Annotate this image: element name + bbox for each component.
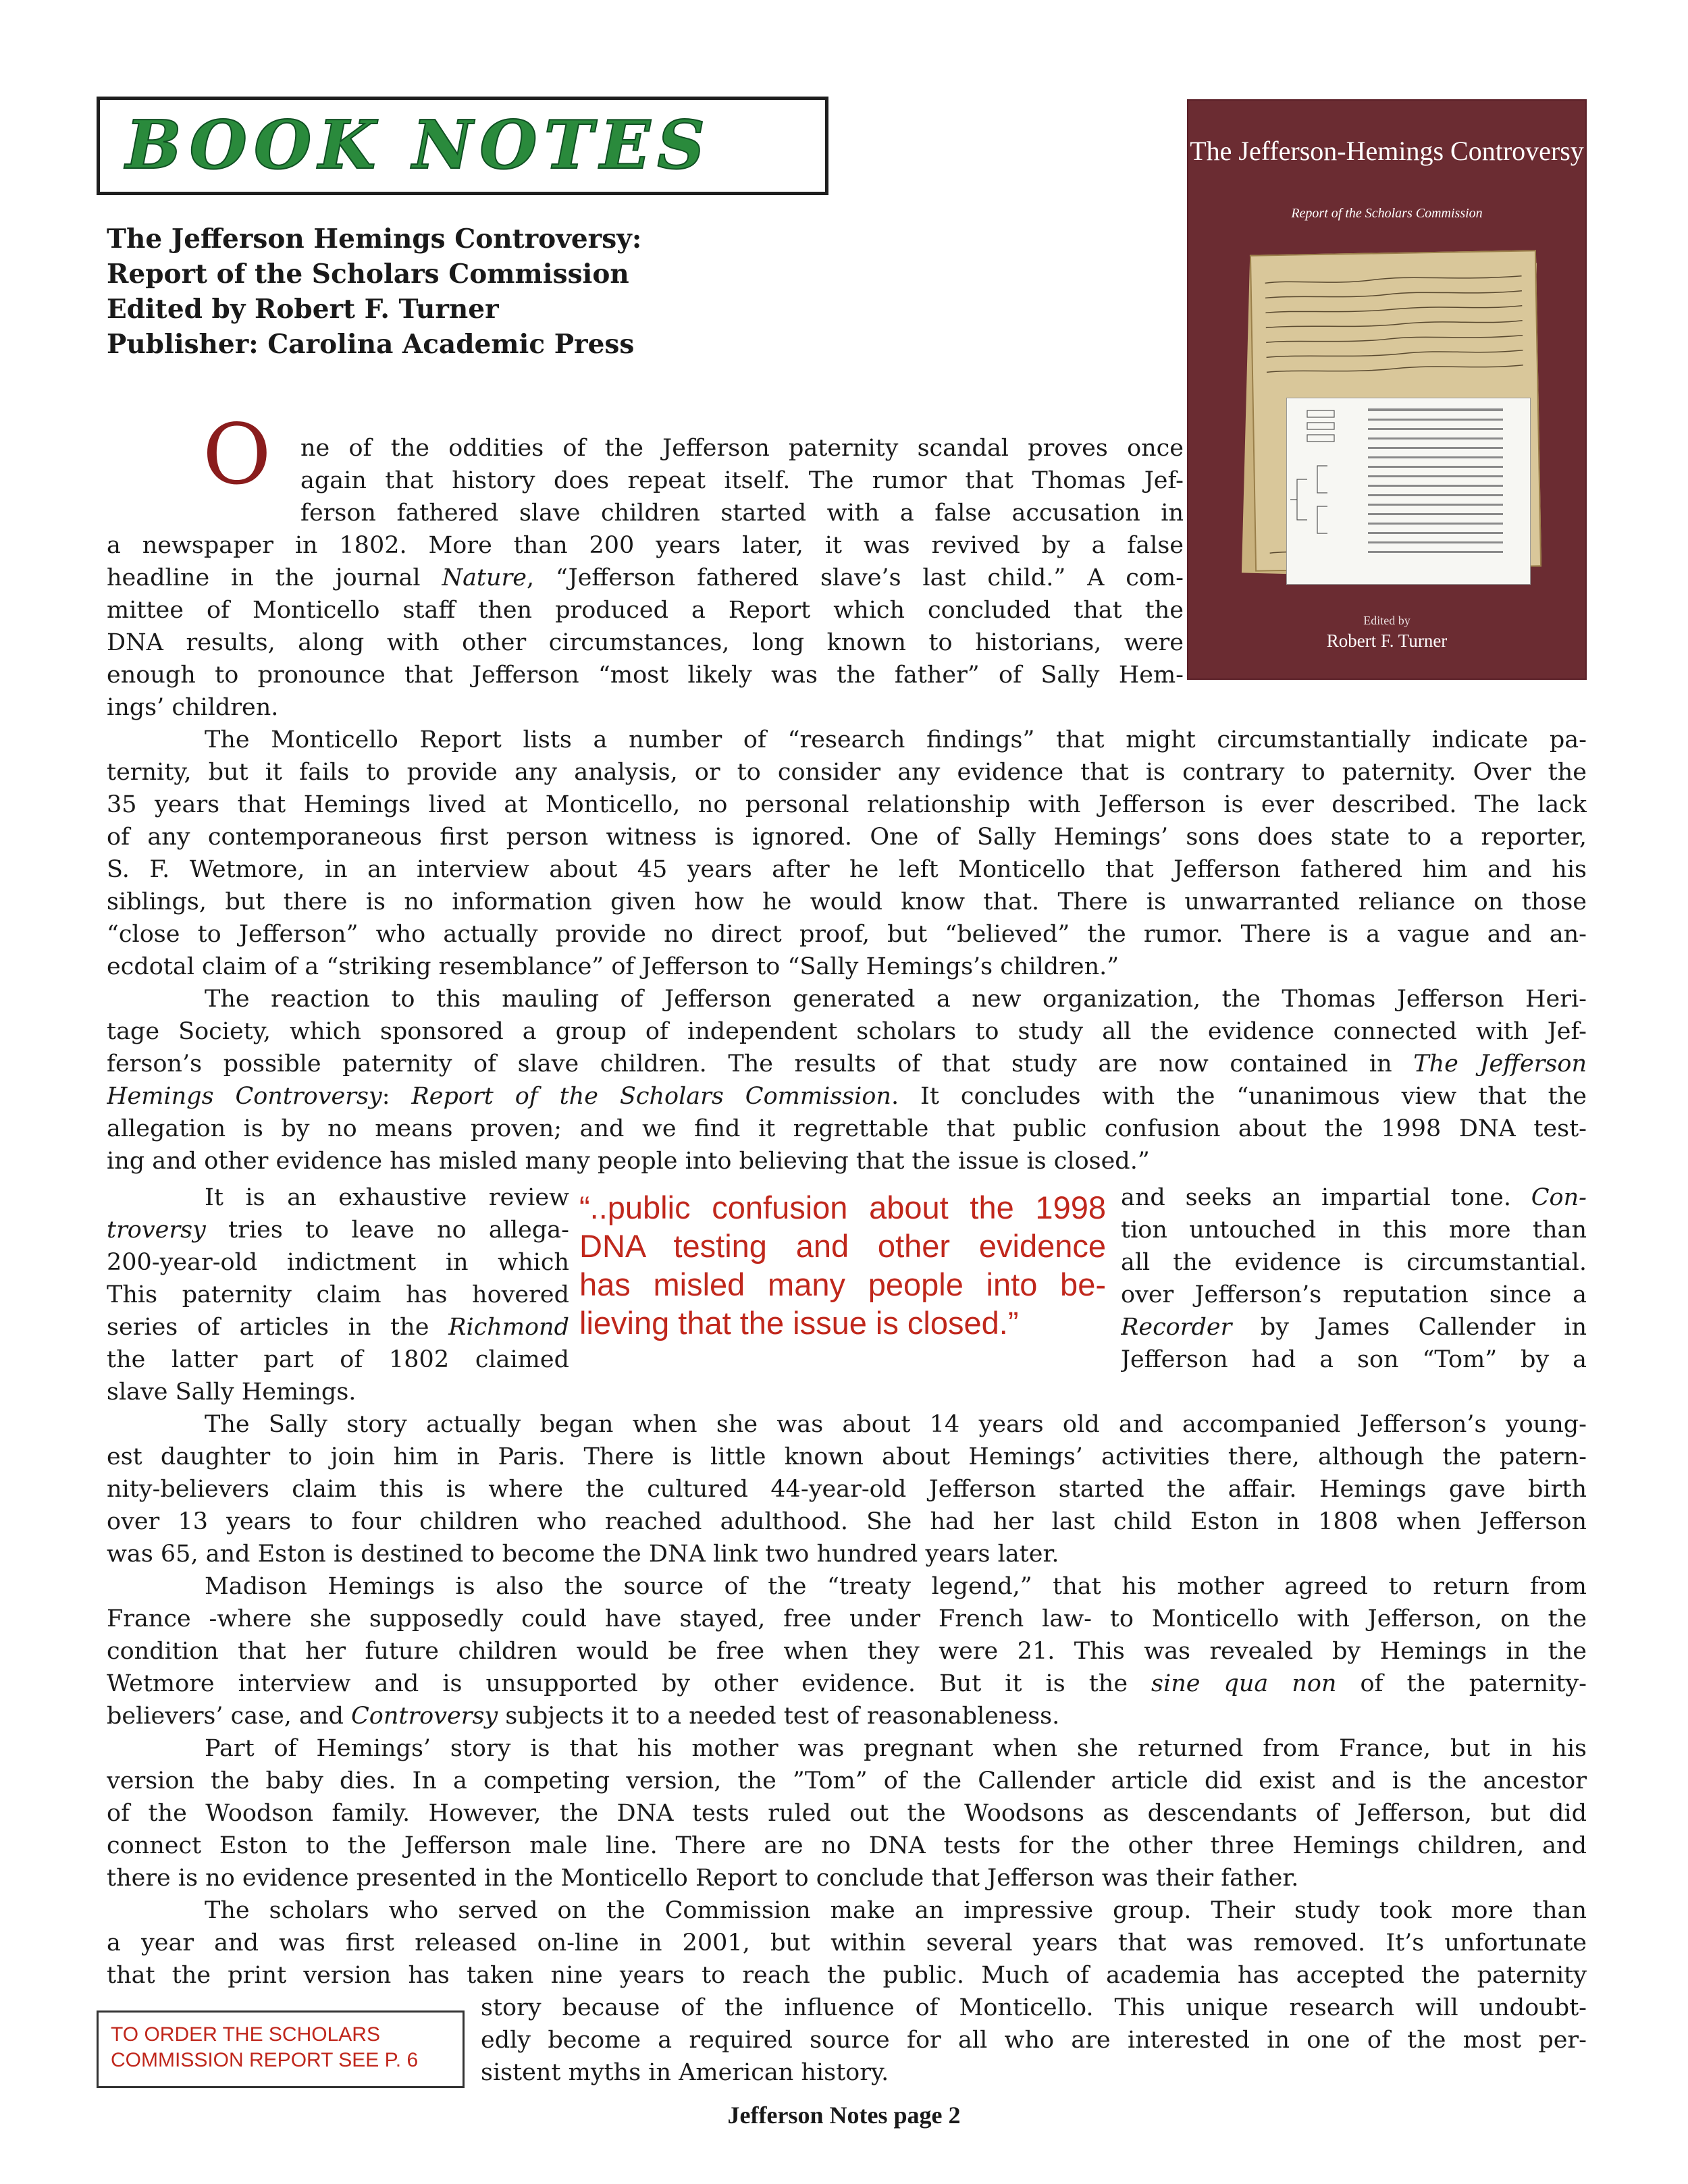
page-footer: Jefferson Notes page 2	[727, 2102, 961, 2129]
intro-line-6: mittee of Monticello staff then produced a Report which concluded that the	[107, 597, 1184, 624]
para5-line-2: est daughter to join him in Paris. There is little known about Hemings’ activities there, although the patern-	[107, 1443, 1587, 1470]
para4-left-line-6: the latter part of 1802 claimed	[107, 1346, 569, 1373]
cover-subtitle: Report of the Scholars Commission	[1291, 206, 1483, 221]
para4-right-line-1: and seeks an impartial tone. Con-	[1121, 1184, 1587, 1211]
order-box-line-1: TO ORDER THE SCHOLARS	[111, 2023, 380, 2046]
para3-line-5: allegation is by no means proven; and we find it regrettable that public confusion about the 1998 DNA test-	[107, 1115, 1587, 1142]
para3-line-4: Hemings Controversy: Report of the Scholars Commission. It concludes with the “unanimous view that the	[107, 1083, 1587, 1110]
para7-line-4: connect Eston to the Jefferson male line. There are no DNA tests for the other three Hemings children, and	[107, 1832, 1587, 1859]
para4-left-line-2: troversy tries to leave no allega-	[107, 1217, 569, 1244]
banner-title: BOOK NOTES	[126, 107, 712, 184]
cover-edited-by: Edited by	[1363, 614, 1410, 627]
book-publisher: Publisher: Carolina Academic Press	[107, 329, 635, 360]
cover-editor: Robert F. Turner	[1326, 631, 1448, 651]
order-box-line-2: COMMISSION REPORT SEE P. 6	[111, 2049, 419, 2071]
para4-right-line-6: Jefferson had a son “Tom” by a	[1121, 1346, 1587, 1373]
para8-tail-line-3: sistent myths in American history.	[481, 2059, 889, 2086]
para4-left-line-1: It is an exhaustive review	[205, 1184, 569, 1211]
para8-line-3: that the print version has taken nine years to reach the public. Much of academia has accepted the paternity	[107, 1962, 1587, 1989]
para6-line-1: Madison Hemings is also the source of the “treaty legend,” that his mother agreed to return from	[205, 1573, 1587, 1600]
book-editor: Edited by Robert F. Turner	[107, 294, 499, 325]
para7-line-3: of the Woodson family. However, the DNA tests ruled out the Woodsons as descendants of Jefferson, but did	[107, 1800, 1587, 1827]
para4-right-line-3: all the evidence is circumstantial.	[1121, 1249, 1587, 1276]
para5-line-5: was 65, and Eston is destined to become the DNA link two hundred years later.	[107, 1541, 1059, 1568]
pull-quote-line-4: lieving that the issue is closed.”	[579, 1305, 1019, 1341]
intro-line-5: headline in the journal Nature, “Jefferson fathered slave’s last child.” A com-	[107, 564, 1184, 591]
para8-tail-line-2: edly become a required source for all who are interested in one of the most per-	[481, 2027, 1587, 2054]
order-info-box	[97, 2010, 465, 2088]
para6-line-3: condition that her future children would be free when they were 21. This was revealed by Hemings in the	[107, 1638, 1587, 1665]
para8-tail-line-1: story because of the influence of Monticello. This unique research will undoubt-	[481, 1994, 1587, 2021]
para2-line-6: siblings, but there is no information given how he would know that. There is unwarranted reliance on those	[107, 888, 1587, 915]
para4-left-line-4: This paternity claim has hovered	[107, 1281, 569, 1308]
para3-line-1: The reaction to this mauling of Jefferson generated a new organization, the Thomas Jefferson Heri-	[205, 986, 1587, 1013]
para4-left-line-5: series of articles in the Richmond	[107, 1314, 569, 1341]
intro-line-1: ne of the oddities of the Jefferson paternity scandal proves once	[300, 435, 1184, 462]
para2-line-4: of any contemporaneous first person witness is ignored. One of Sally Hemings’ sons does state to a reporter,	[107, 824, 1587, 851]
para5-line-4: over 13 years to four children who reached adulthood. She had her last child Eston in 1808 when Jefferson	[107, 1508, 1587, 1535]
para4-right-line-5: Recorder by James Callender in	[1121, 1314, 1587, 1341]
para6-line-4: Wetmore interview and is unsupported by other evidence. But it is the sine qua non of the paternity-	[107, 1670, 1587, 1697]
para2-line-3: 35 years that Hemings lived at Monticello, no personal relationship with Jefferson is ever described. The lack	[107, 791, 1587, 818]
para6-line-2: France -where she supposedly could have stayed, free under French law- to Monticello with Jefferson, on the	[107, 1605, 1587, 1632]
para3-line-6: ing and other evidence has misled many people into believing that the issue is closed.”	[107, 1148, 1150, 1175]
para5-line-1: The Sally story actually began when she was about 14 years old and accompanied Jefferson’s young-	[205, 1411, 1587, 1438]
para4-left-line-7: slave Sally Hemings.	[107, 1379, 357, 1406]
book-title-line-1: The Jefferson Hemings Controversy:	[107, 223, 642, 255]
para2-line-8: ecdotal claim of a “striking resemblance” of Jefferson to “Sally Hemings’s children.”	[107, 953, 1119, 980]
para7-line-1: Part of Hemings’ story is that his mother was pregnant when she returned from France, but in his	[205, 1735, 1587, 1762]
pull-quote-line-2: DNA testing and other evidence	[579, 1228, 1106, 1264]
intro-line-8: enough to pronounce that Jefferson “most likely was the father” of Sally Hem-	[107, 662, 1184, 689]
pull-quote-line-3: has misled many people into be-	[579, 1267, 1106, 1302]
para2-line-2: ternity, but it fails to provide any analysis, or to consider any evidence that is contrary to paternity. Over the	[107, 759, 1587, 786]
para4-left-line-3: 200-year-old indictment in which	[107, 1249, 569, 1276]
pull-quote	[579, 1188, 1106, 1342]
book-info	[107, 221, 782, 362]
para3-line-3: ferson’s possible paternity of slave children. The results of that study are now contained in The Jefferson	[107, 1050, 1587, 1077]
intro-line-4: a newspaper in 1802. More than 200 years later, it was revived by a false	[107, 532, 1184, 559]
book-cover-image	[1187, 99, 1587, 680]
book-title-line-2: Report of the Scholars Commission	[107, 259, 629, 290]
para7-line-2: version the baby dies. In a competing version, the ”Tom” of the Callender article did exist and is the ancestor	[107, 1767, 1587, 1794]
intro-line-7: DNA results, along with other circumstances, long known to historians, were	[107, 629, 1184, 656]
pull-quote-line-1: “..public confusion about the 1998	[579, 1190, 1106, 1225]
para2-line-1: The Monticello Report lists a number of “research findings” that might circumstantially indicate pa-	[205, 726, 1587, 753]
para5-line-3: nity-believers claim this is where the cultured 44-year-old Jefferson started the affair. Hemings gave birth	[107, 1476, 1587, 1503]
para7-line-5: there is no evidence presented in the Monticello Report to conclude that Jefferson was their father.	[107, 1865, 1299, 1892]
para4-right-line-2: tion untouched in this more than	[1121, 1217, 1587, 1244]
drop-cap: O	[203, 406, 271, 504]
para8-line-2: a year and was first released on-line in 2001, but within several years that was removed. It’s unfortunate	[107, 1929, 1587, 1956]
cover-title: The Jefferson-Hemings Controversy	[1190, 136, 1584, 166]
para2-line-5: S. F. Wetmore, in an interview about 45 years after he left Monticello that Jefferson fathered him and his	[107, 856, 1587, 883]
para2-line-7: “close to Jefferson” who actually provide no direct proof, but “believed” the rumor. There is a vague and an-	[107, 921, 1587, 948]
para4-right-line-4: over Jefferson’s reputation since a	[1121, 1281, 1587, 1308]
intro-line-3: ferson fathered slave children started with a false accusation in	[300, 500, 1184, 527]
book-notes-banner	[97, 97, 828, 195]
family-tree-illustration	[1287, 398, 1530, 584]
cover-family-tree-chart	[1286, 398, 1531, 585]
intro-line-2: again that history does repeat itself. The rumor that Thomas Jef-	[300, 467, 1184, 494]
para6-line-5: believers’ case, and Controversy subjects it to a needed test of reasonableness.	[107, 1703, 1060, 1730]
para8-line-1: The scholars who served on the Commission make an impressive group. Their study took more than	[205, 1897, 1587, 1924]
intro-line-9: ings’ children.	[107, 694, 279, 721]
para3-line-2: tage Society, which sponsored a group of independent scholars to study all the evidence connected with Jef-	[107, 1018, 1587, 1045]
